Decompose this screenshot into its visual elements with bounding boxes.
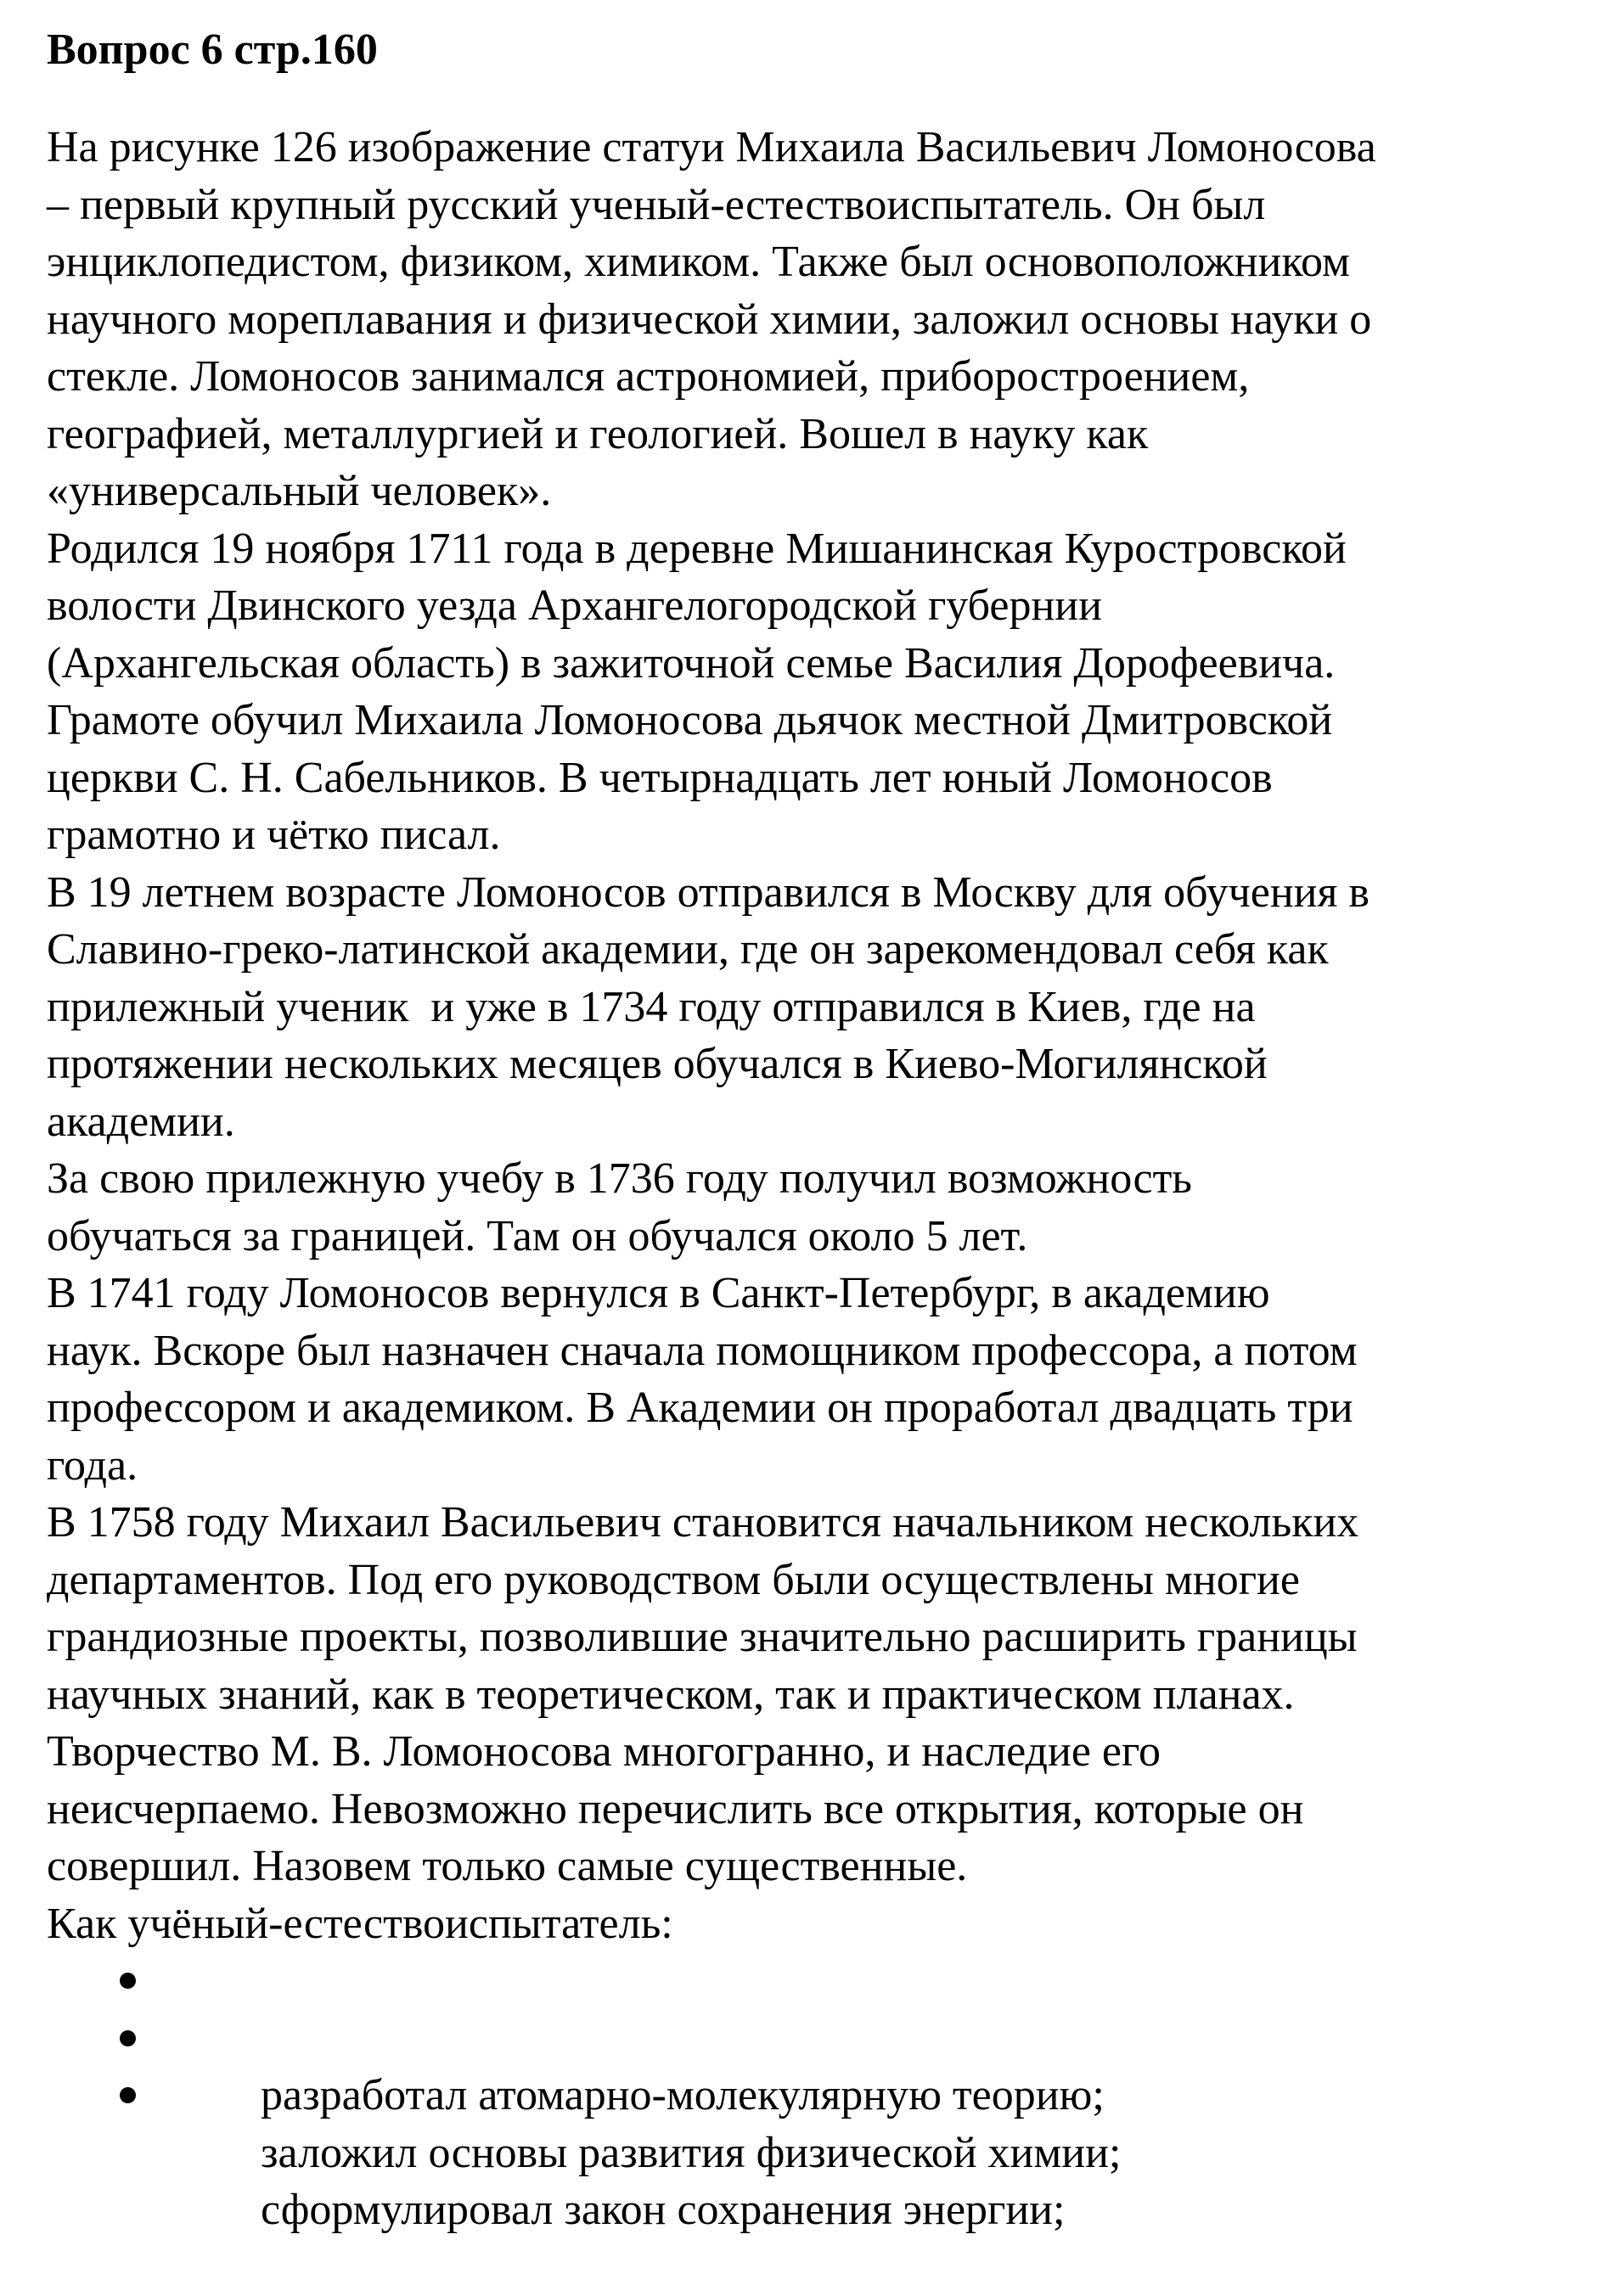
body-text (47, 119, 1575, 2234)
list-item-text: заложил основы развития физической химии; (261, 2128, 1122, 2177)
text-line: научных знаний, как в теоретическом, так и практическом планах. (47, 1670, 1295, 1719)
text-line: академии. (47, 1097, 235, 1146)
text-line: – первый крупный русский ученый-естествоиспытатель. Он был (47, 180, 1266, 229)
text-line: географией, металлургией и геологией. Вошел в науку как (47, 409, 1149, 458)
bullet-dot-icon (120, 2030, 136, 2046)
text-line: В 19 летнем возрасте Ломоносов отправился в Москву для обучения в (47, 867, 1370, 917)
bullet-list (47, 1952, 1575, 2234)
text-line: (Архангельская область) в зажиточной семье Василия Дорофеевича. (47, 638, 1336, 688)
list-item-text: сформулировал закон сохранения энергии; (261, 2186, 1066, 2234)
text-line: научного мореплавания и физической химии, заложил основы науки о (47, 295, 1372, 344)
text-line: Как учёный-естествоиспытатель: (47, 1899, 673, 1948)
text-line: В 1758 году Михаил Васильевич становится начальником нескольких (47, 1498, 1359, 1547)
text-line: За свою прилежную учебу в 1736 году получил возможность (47, 1154, 1193, 1203)
list-item-text: разработал атомарно-молекулярную теорию; (261, 2071, 1105, 2119)
text-line: Родился 19 ноября 1711 года в деревне Мишанинская Куростровской (47, 524, 1347, 573)
text-line: Грамоте обучил Михаила Ломоносова дьячок местной Дмитровской (47, 696, 1333, 744)
text-line: Творчество М. В. Ломоносова многогранно, и наследие его (47, 1727, 1161, 1776)
text-line: стекле. Ломоносов занимался астрономией, приборостроением, (47, 352, 1250, 401)
text-line: департаментов. Под его руководством были осуществлены многие (47, 1555, 1300, 1604)
text-line: неисчерпаемо. Невозможно перечислить все открытия, которые он (47, 1784, 1304, 1833)
text-line: совершил. Назовем только самые существенные. (47, 1842, 968, 1890)
page-title: Вопрос 6 стр.160 (47, 25, 378, 74)
text-line: года. (47, 1440, 138, 1490)
text-line: «универсальный человек». (47, 467, 552, 515)
text-line: волости Двинского уезда Архангелогородской губернии (47, 581, 1102, 630)
bullet-dot-icon (120, 2087, 136, 2103)
text-line: грамотно и чётко писал. (47, 811, 501, 859)
text-line: В 1741 году Ломоносов вернулся в Санкт-Петербург, в академию (47, 1269, 1270, 1317)
text-line: наук. Вскоре был назначен сначала помощником профессора, а потом (47, 1326, 1358, 1375)
list-item (47, 1952, 1575, 2119)
text-line: грандиозные проекты, позволившие значительно расширить границы (47, 1613, 1358, 1661)
text-line: обучаться за границей. Там он обучался около 5 лет. (47, 1211, 1028, 1260)
text-line: прилежный ученик и уже в 1734 году отправился в Киев, где на (47, 982, 1256, 1031)
text-line: Славино-греко-латинской академии, где он зарекомендовал себя как (47, 925, 1329, 974)
text-line: На рисунке 126 изображение статуи Михаила Васильевич Ломоносова (47, 123, 1376, 171)
bullet-dot-icon (120, 1973, 136, 1989)
text-line: церкви С. Н. Сабельников. В четырнадцать лет юный Ломоносов (47, 753, 1273, 802)
text-line: протяжении нескольких месяцев обучался в Киево-Могилянской (47, 1040, 1268, 1088)
text-line: энциклопедистом, физиком, химиком. Также был основоположником (47, 238, 1350, 286)
text-line: профессором и академиком. В Академии он проработал двадцать три (47, 1384, 1353, 1432)
